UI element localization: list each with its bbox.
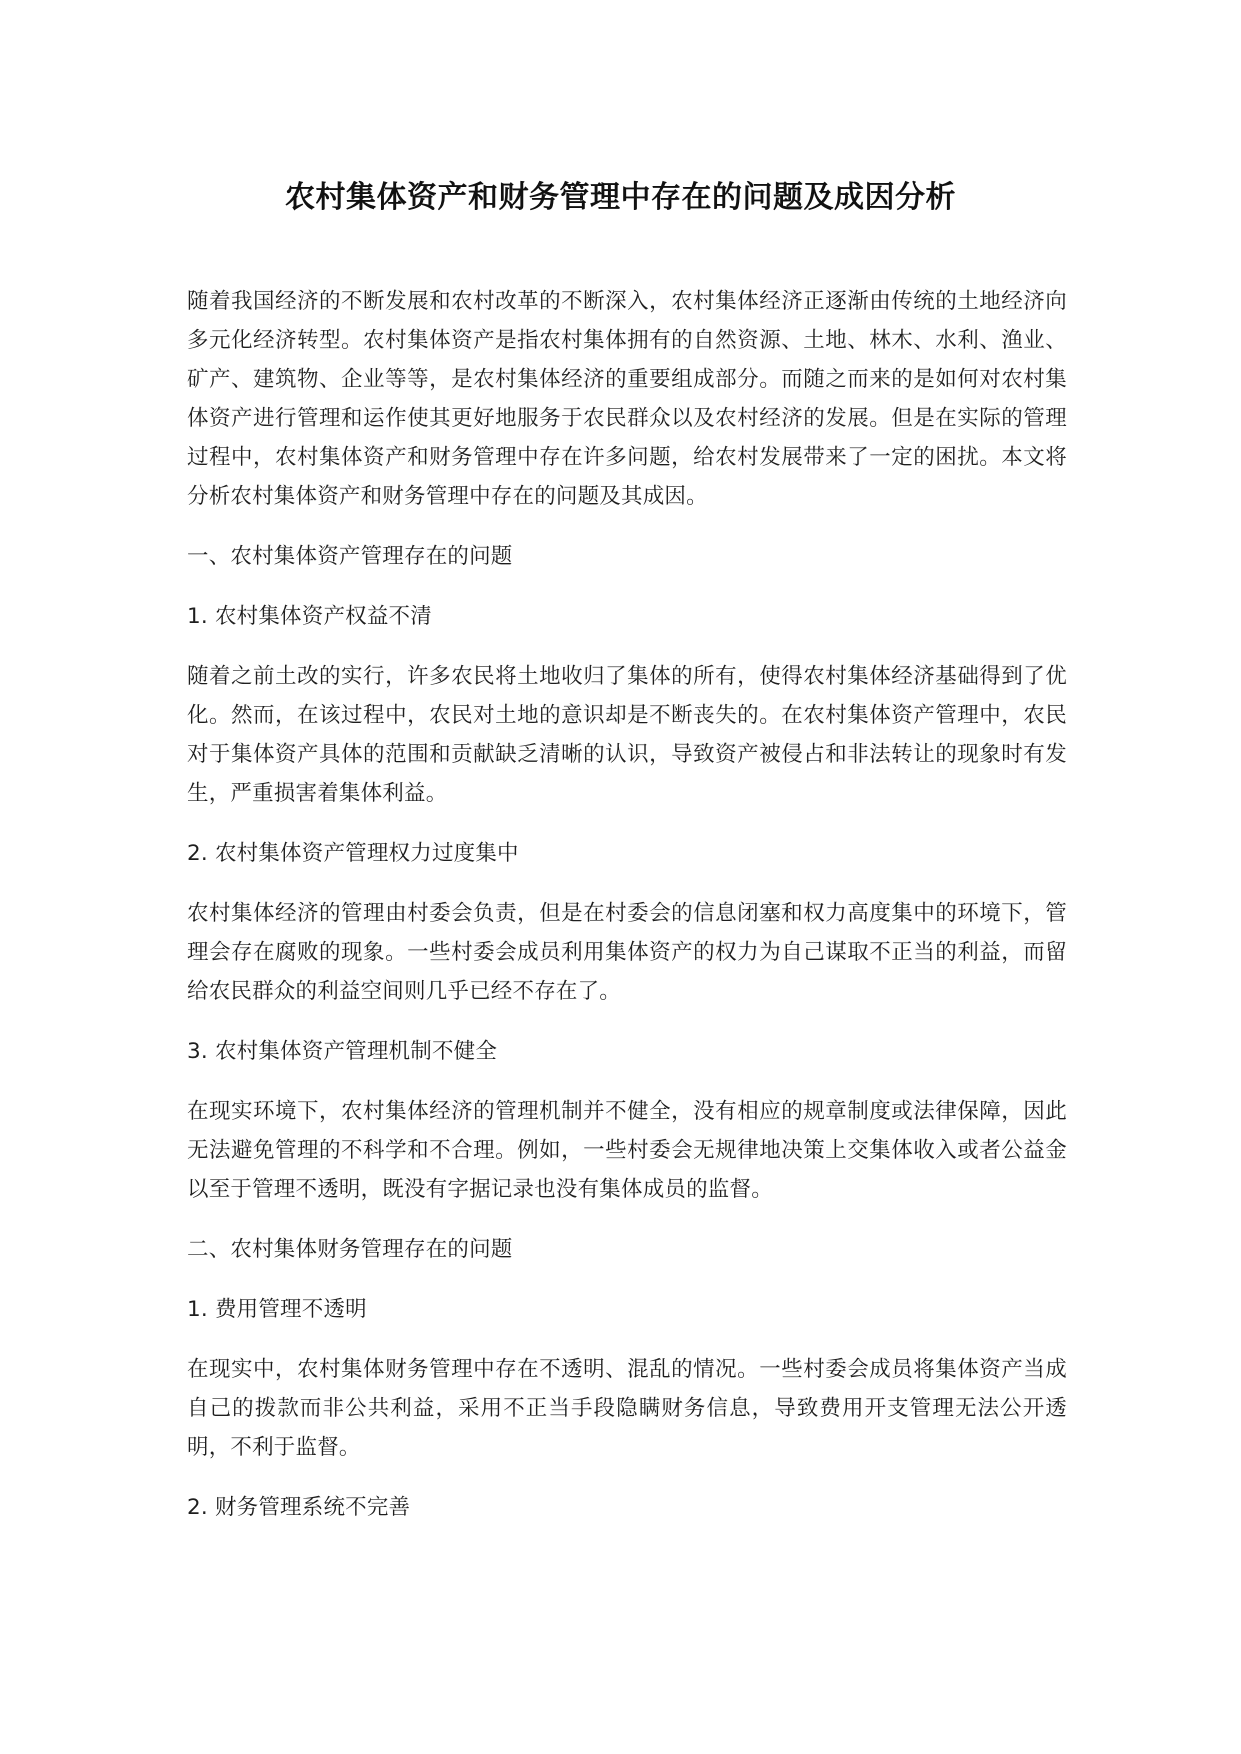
subsection-2-2-heading: 2. 财务管理系统不完善 [187, 1495, 411, 1520]
intro-paragraph: 随着我国经济的不断发展和农村改革的不断深入，农村集体经济正逐渐由传统的土地经济向多元化经济转型。农村集体资产是指农村集体拥有的自然资源、土地、林木、水利、渔业、矿产、建筑物、企业等等，是农村集体经济的重要组成部分。而随之而来的是如何对农村集体资产进行管理和运作使其更好地服务于农民群众以及农村经济的发展。但是在实际的管理过程中，农村集体资产和财务管理中存在许多问题，给农村发展带来了一定的困扰。本文将分析农村集体资产和财务管理中存在的问题及其成因。 [187, 289, 1067, 509]
subsection-1-2-paragraph: 农村集体经济的管理由村委会负责，但是在村委会的信息闭塞和权力高度集中的环境下，管理会存在腐败的现象。一些村委会成员利用集体资产的权力为自己谋取不正当的利益，而留给农民群众的利益空间则几乎已经不存在了。 [187, 901, 1067, 1004]
subsection-1-3-paragraph: 在现实环境下，农村集体经济的管理机制并不健全，没有相应的规章制度或法律保障，因此无法避免管理的不科学和不合理。例如，一些村委会无规律地决策上交集体收入或者公益金以至于管理不透明，既没有字据记录也没有集体成员的监督。 [187, 1099, 1067, 1202]
subsection-1-2-heading: 2. 农村集体资产管理权力过度集中 [187, 841, 519, 866]
subsection-1-1-heading: 1. 农村集体资产权益不清 [187, 604, 432, 629]
section-2-heading: 二、农村集体财务管理存在的问题 [187, 1237, 513, 1262]
section-1-heading: 一、农村集体资产管理存在的问题 [187, 544, 513, 569]
subsection-2-1-heading: 1. 费用管理不透明 [187, 1297, 367, 1322]
document-title: 农村集体资产和财务管理中存在的问题及成因分析 [285, 180, 956, 215]
document-body [187, 282, 1067, 1548]
subsection-1-1-paragraph: 随着之前土改的实行，许多农民将土地收归了集体的所有，使得农村集体经济基础得到了优化。然而，在该过程中，农民对土地的意识却是不断丧失的。在农村集体资产管理中，农民对于集体资产具体的范围和贡献缺乏清晰的认识，导致资产被侵占和非法转让的现象时有发生，严重损害着集体利益。 [187, 664, 1067, 806]
subsection-1-3-heading: 3. 农村集体资产管理机制不健全 [187, 1039, 498, 1064]
subsection-2-1-paragraph: 在现实中，农村集体财务管理中存在不透明、混乱的情况。一些村委会成员将集体资产当成自己的拨款而非公共利益，采用不正当手段隐瞒财务信息，导致费用开支管理无法公开透明，不利于监督。 [187, 1357, 1067, 1460]
